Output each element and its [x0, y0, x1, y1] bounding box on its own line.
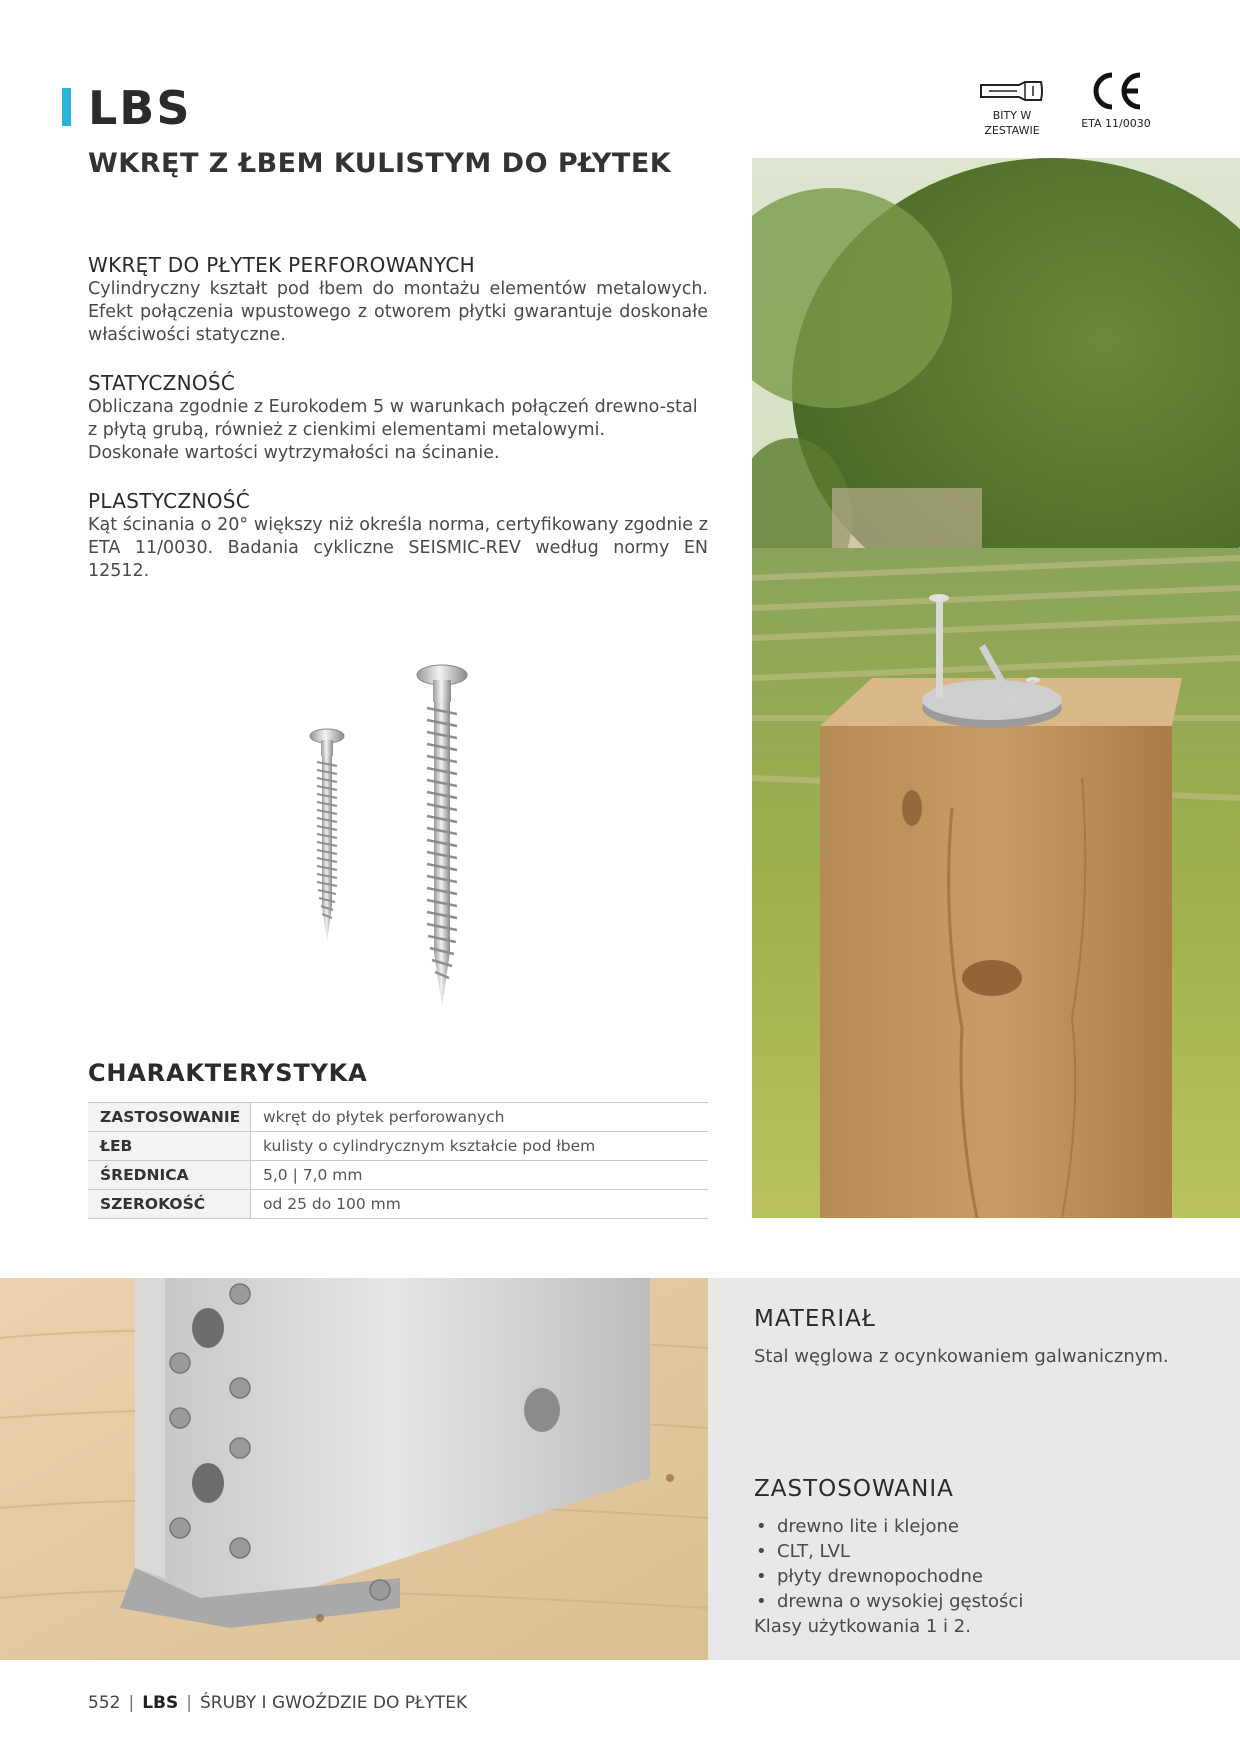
list-item: • CLT, LVL: [754, 1539, 1214, 1564]
ce-mark-icon: [1088, 70, 1144, 112]
screwdriver-bit-icon: [979, 78, 1045, 104]
small-screw: [310, 729, 344, 942]
table-row: [88, 1190, 708, 1219]
section-static: [88, 370, 708, 465]
table-row: [88, 1103, 708, 1132]
screws-product-image: [290, 650, 490, 1020]
table-key: ZASTOSOWANIE: [88, 1103, 251, 1132]
table-value: od 25 do 100 mm: [251, 1190, 709, 1219]
table-value: kulisty o cylindrycznym kształcie pod łbem: [251, 1132, 709, 1161]
product-code: LBS: [88, 81, 192, 135]
section-title: STATYCZNOŚĆ: [88, 371, 236, 395]
table-value: wkręt do płytek perforowanych: [251, 1103, 709, 1132]
table-key: SZEROKOŚĆ: [88, 1190, 251, 1219]
list-item: • drewno lite i klejone: [754, 1514, 1214, 1539]
material-block: [754, 1304, 1214, 1369]
section-perforated-plates: [88, 252, 708, 347]
table-key: ŁEB: [88, 1132, 251, 1161]
eta-label: ETA 11/0030: [1081, 117, 1151, 130]
product-subtitle: WKRĘT Z ŁBEM KULISTYM DO PŁYTEK: [88, 148, 672, 179]
footer-chapter: ŚRUBY I GWOŹDZIE DO PŁYTEK: [199, 1693, 468, 1713]
service-class-note: Klasy użytkowania 1 i 2.: [754, 1616, 971, 1637]
list-item: • drewna o wysokiej gęstości: [754, 1589, 1214, 1614]
section-text: Cylindryczny kształt pod łbem do montażu elementów metalowych. Efekt połączenia wpustowego z otworem płytki gwarantuje doskonałe właściwości statyczne.: [88, 279, 708, 345]
table-value: 5,0 | 7,0 mm: [251, 1161, 709, 1190]
characteristics-table: [88, 1102, 708, 1219]
section-text-2: Doskonałe wartości wytrzymałości na ścinanie.: [88, 443, 500, 463]
wooden-post-photo: [752, 158, 1240, 1218]
applications-title: ZASTOSOWANIA: [754, 1476, 954, 1502]
footer-product: LBS: [142, 1693, 179, 1713]
section-text: Obliczana zgodnie z Eurokodem 5 w warunkach połączeń drewno-stal z płytą grubą, również z cienkimi elementami metalowymi.: [88, 397, 698, 440]
perforated-plate-photo: [0, 1278, 708, 1660]
table-key: ŚREDNICA: [88, 1161, 251, 1190]
table-row: [88, 1161, 708, 1190]
page-footer: [88, 1692, 467, 1714]
accent-bar: [62, 88, 71, 126]
material-applications-panel: [708, 1278, 1240, 1660]
footer-separator: |: [128, 1693, 135, 1713]
footer-separator: |: [186, 1693, 192, 1713]
material-title: MATERIAŁ: [754, 1306, 876, 1332]
section-title: WKRĘT DO PŁYTEK PERFOROWANYCH: [88, 253, 475, 277]
characteristics-title: CHARAKTERYSTYKA: [88, 1059, 368, 1087]
bits-included-badge: [968, 78, 1056, 138]
list-item: • płyty drewnopochodne: [754, 1564, 1214, 1589]
section-plasticity: [88, 488, 708, 583]
section-title: PLASTYCZNOŚĆ: [88, 489, 251, 513]
page-number: 552: [88, 1693, 121, 1713]
section-text: Kąt ścinania o 20° większy niż określa norma, certyfikowany zgodnie z ETA 11/0030. Badania cykliczne SEISMIC-REV według normy EN 12512.: [88, 515, 708, 581]
ce-certification-badge: [1068, 70, 1164, 131]
bits-badge-line2: ZESTAWIE: [984, 124, 1040, 137]
applications-list: [754, 1514, 1214, 1614]
large-screw: [417, 665, 467, 1006]
material-text: Stal węglowa z ocynkowaniem galwanicznym.: [754, 1346, 1169, 1367]
table-row: [88, 1132, 708, 1161]
bits-badge-line1: BITY W: [992, 109, 1032, 122]
applications-block: [754, 1474, 1214, 1639]
